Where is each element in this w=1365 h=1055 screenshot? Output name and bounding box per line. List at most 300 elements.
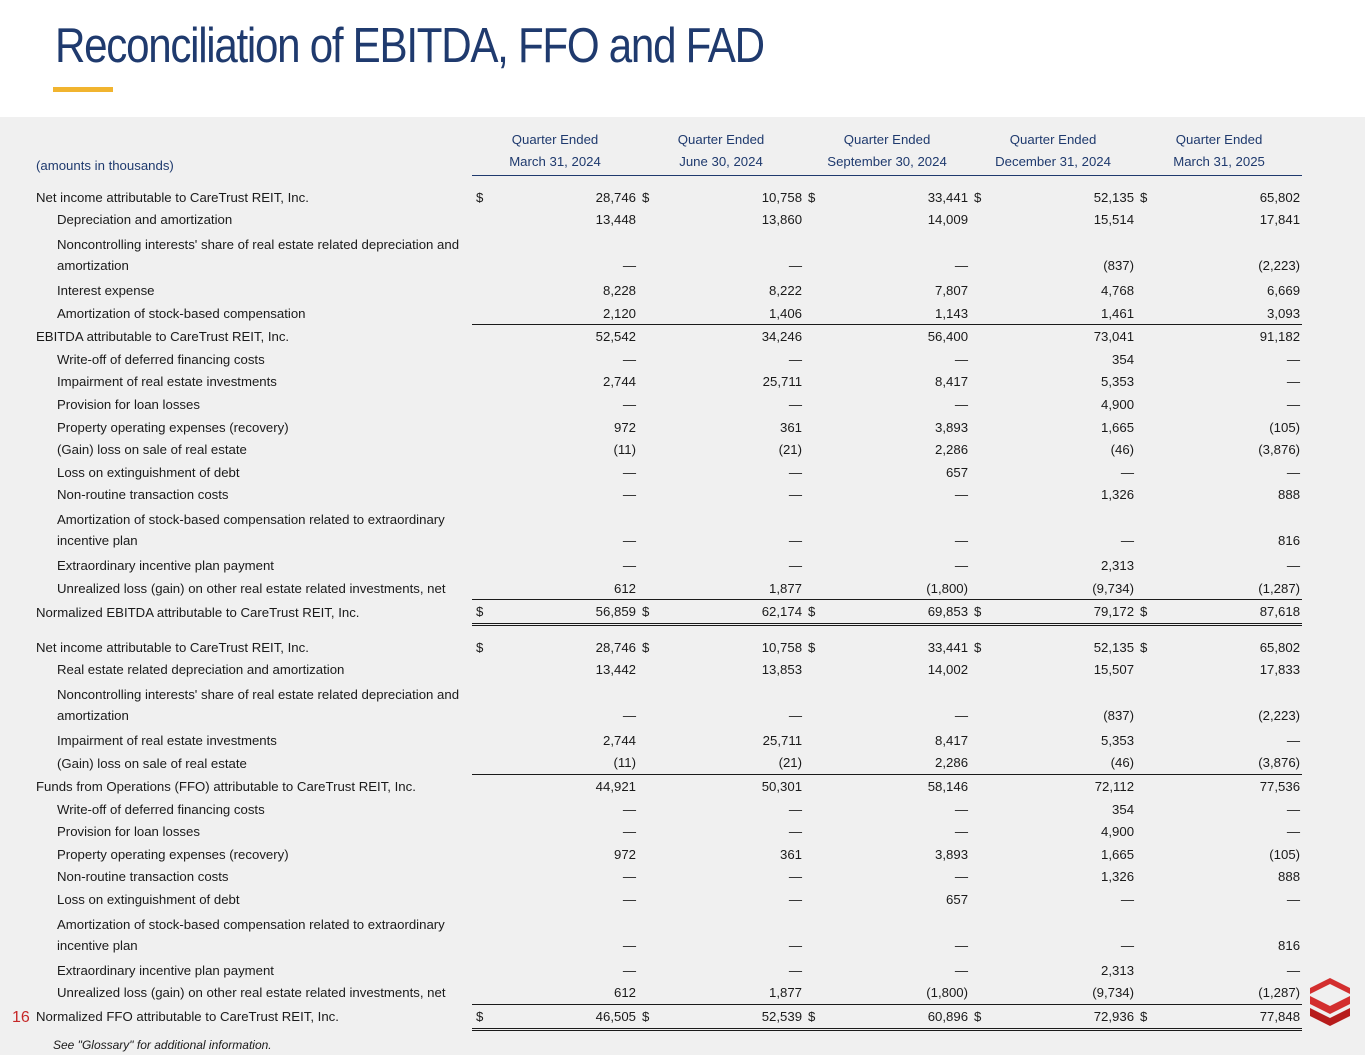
value-cell: 13,448 [595, 212, 637, 228]
value-cell: 56,859 [496, 600, 638, 625]
currency-cell: $ [970, 600, 994, 625]
value-cell: — [1120, 937, 1135, 953]
value-cell: (837) [1103, 708, 1135, 724]
table-row [36, 681, 1302, 729]
row-label: Loss on extinguishment of debt [57, 464, 240, 480]
value-cell: 34,246 [662, 325, 804, 348]
table-header-row [36, 129, 1302, 176]
value-cell: (21) [778, 442, 803, 458]
table-row [36, 438, 1302, 461]
value-cell: — [788, 892, 803, 908]
table-row [36, 888, 1302, 911]
currency-cell: $ [472, 600, 496, 625]
value-cell: (9,734) [1092, 580, 1135, 596]
value-cell: 5,353 [1101, 732, 1135, 748]
currency-cell: $ [476, 639, 484, 655]
value-cell: 13,442 [595, 662, 637, 678]
table-row [36, 775, 1302, 798]
value-cell: 14,009 [927, 212, 969, 228]
table-row [36, 866, 1302, 889]
value-cell: — [1286, 962, 1301, 978]
table-row [36, 209, 1302, 232]
currency-cell [472, 752, 496, 775]
value-cell: — [622, 892, 637, 908]
value-cell: (11) [613, 442, 637, 458]
value-cell: 2,286 [935, 755, 969, 771]
value-cell: — [1286, 557, 1301, 573]
value-cell: 77,848 [1160, 1005, 1302, 1030]
ffo-section [36, 636, 1302, 1029]
currency-cell [638, 209, 662, 232]
currency-cell [804, 438, 828, 461]
currency-cell [804, 279, 828, 302]
value-cell: 1,143 [935, 305, 969, 321]
currency-cell [638, 348, 662, 371]
row-label: Amortization of stock-based compensation related to extraordinary incentive plan [57, 916, 445, 953]
table-row [36, 636, 1302, 659]
currency-cell [804, 348, 828, 371]
value-cell: 52,539 [662, 1005, 804, 1030]
currency-cell [804, 554, 828, 577]
value-cell: 1,877 [769, 985, 803, 1001]
currency-cell [970, 554, 994, 577]
currency-cell [1136, 484, 1160, 507]
currency-cell [970, 484, 994, 507]
value-cell: (105) [1269, 846, 1301, 862]
currency-cell [472, 659, 496, 682]
value-cell: (3,876) [1258, 442, 1301, 458]
value-cell: 56,400 [828, 325, 970, 348]
value-cell: (105) [1269, 419, 1301, 435]
currency-cell [970, 577, 994, 600]
reconciliation-panel [0, 117, 1365, 1055]
currency-cell [970, 843, 994, 866]
value-cell: 91,182 [1160, 325, 1302, 348]
currency-cell [1136, 577, 1160, 600]
value-cell: 52,542 [496, 325, 638, 348]
currency-cell [804, 729, 828, 752]
value-cell: 1,665 [1101, 846, 1135, 862]
value-cell: 1,461 [1101, 305, 1135, 321]
currency-cell: $ [638, 600, 662, 625]
value-cell: 25,711 [762, 732, 803, 748]
value-cell: — [1286, 464, 1301, 480]
footnote: See "Glossary" for additional information. [53, 1038, 272, 1052]
value-cell: 7,807 [935, 282, 969, 298]
value-cell: 972 [614, 846, 637, 862]
currency-cell [1136, 371, 1160, 394]
value-cell: 72,112 [994, 775, 1136, 798]
currency-cell [804, 302, 828, 325]
value-cell: — [788, 937, 803, 953]
value-cell: — [788, 396, 803, 412]
currency-cell [1136, 325, 1160, 348]
value-cell: — [622, 869, 637, 885]
row-label: Non-routine transaction costs [57, 869, 229, 885]
value-cell: 87,618 [1160, 600, 1302, 625]
currency-cell [804, 325, 828, 348]
value-cell: — [622, 962, 637, 978]
currency-cell [1136, 348, 1160, 371]
table-row [36, 554, 1302, 577]
currency-cell [1136, 461, 1160, 484]
value-cell: 4,900 [1101, 824, 1135, 840]
currency-cell [804, 888, 828, 911]
currency-cell [472, 209, 496, 232]
value-cell: 77,536 [1160, 775, 1302, 798]
row-label: Loss on extinguishment of debt [57, 892, 240, 908]
value-cell: — [622, 557, 637, 573]
value-cell: 15,507 [1093, 662, 1135, 678]
value-cell: (1,800) [926, 580, 969, 596]
value-cell: 657 [946, 464, 969, 480]
currency-cell [472, 371, 496, 394]
row-label: Unrealized loss (gain) on other real estate related investments, net [57, 580, 446, 596]
value-cell: (46) [1110, 442, 1135, 458]
value-cell: — [788, 801, 803, 817]
ebitda-section [36, 186, 1302, 624]
currency-cell: $ [970, 1005, 994, 1030]
value-cell: (21) [778, 755, 803, 771]
value-cell: 17,841 [1259, 212, 1301, 228]
value-cell: 4,900 [1101, 396, 1135, 412]
value-cell: 65,802 [1259, 639, 1301, 655]
table-row [36, 302, 1302, 325]
row-label: Amortization of stock-based compensation [57, 305, 306, 321]
row-label: Write-off of deferred financing costs [57, 801, 265, 817]
table-row [36, 1005, 1302, 1030]
value-cell: — [1120, 533, 1135, 549]
caretrust-chevron-logo-icon [1310, 978, 1350, 1026]
value-cell: — [788, 351, 803, 367]
row-label: Non-routine transaction costs [57, 487, 229, 503]
currency-cell [472, 484, 496, 507]
value-cell: 5,353 [1101, 374, 1135, 390]
value-cell: — [788, 557, 803, 573]
currency-cell [638, 371, 662, 394]
currency-cell [638, 231, 662, 279]
currency-cell [970, 209, 994, 232]
currency-cell [472, 866, 496, 889]
currency-cell [638, 681, 662, 729]
currency-cell [638, 981, 662, 1004]
currency-cell [804, 820, 828, 843]
value-cell: — [622, 258, 637, 274]
table-row [36, 729, 1302, 752]
value-cell: 888 [1278, 487, 1301, 503]
currency-cell [1136, 681, 1160, 729]
currency-cell [1136, 209, 1160, 232]
table-row [36, 820, 1302, 843]
currency-cell [472, 231, 496, 279]
value-cell: 10,758 [761, 639, 803, 655]
value-cell: 354 [1112, 351, 1135, 367]
currency-cell: $ [472, 1005, 496, 1030]
table-row [36, 371, 1302, 394]
value-cell: 3,893 [935, 419, 969, 435]
value-cell: 2,120 [603, 305, 637, 321]
currency-cell [638, 911, 662, 959]
currency-cell: $ [808, 189, 816, 205]
table-row [36, 348, 1302, 371]
row-label: Real estate related depreciation and amortization [57, 662, 345, 678]
currency-cell [472, 981, 496, 1004]
currency-cell [472, 729, 496, 752]
value-cell: (11) [613, 755, 637, 771]
value-cell: — [1286, 824, 1301, 840]
currency-cell [1136, 775, 1160, 798]
currency-cell [638, 866, 662, 889]
currency-cell [1136, 888, 1160, 911]
currency-cell [472, 506, 496, 554]
currency-cell [970, 820, 994, 843]
row-label: Provision for loan losses [57, 396, 200, 412]
currency-cell [472, 798, 496, 821]
value-cell: — [954, 708, 969, 724]
value-cell: 657 [946, 892, 969, 908]
currency-cell [472, 911, 496, 959]
currency-cell [638, 325, 662, 348]
value-cell: — [788, 962, 803, 978]
currency-cell [970, 775, 994, 798]
currency-cell [472, 820, 496, 843]
value-cell: 60,896 [828, 1005, 970, 1030]
value-cell: — [622, 708, 637, 724]
value-cell: 58,146 [828, 775, 970, 798]
value-cell: 33,441 [927, 639, 969, 655]
currency-cell [472, 888, 496, 911]
row-label: Extraordinary incentive plan payment [57, 557, 274, 573]
row-label: Amortization of stock-based compensation related to extraordinary incentive plan [57, 512, 445, 549]
currency-cell [804, 911, 828, 959]
currency-cell [1136, 506, 1160, 554]
row-label: Write-off of deferred financing costs [57, 351, 265, 367]
currency-cell [970, 888, 994, 911]
value-cell: 52,135 [1093, 639, 1135, 655]
currency-cell [970, 752, 994, 775]
value-cell: (2,223) [1258, 708, 1301, 724]
value-cell: — [954, 962, 969, 978]
value-cell: 65,802 [1259, 189, 1301, 205]
value-cell: 354 [1112, 801, 1135, 817]
currency-cell [638, 577, 662, 600]
currency-cell [970, 371, 994, 394]
row-label: Extraordinary incentive plan payment [57, 962, 274, 978]
amounts-label: (amounts in thousands) [36, 157, 174, 173]
currency-cell [472, 325, 496, 348]
currency-cell [804, 461, 828, 484]
currency-cell: $ [642, 189, 650, 205]
currency-cell [1136, 393, 1160, 416]
reconciliation-table [36, 129, 1302, 1031]
table-row [36, 461, 1302, 484]
currency-cell [804, 798, 828, 821]
currency-cell [970, 231, 994, 279]
value-cell: — [1286, 374, 1301, 390]
currency-cell [970, 506, 994, 554]
value-cell: — [954, 937, 969, 953]
currency-cell [970, 911, 994, 959]
value-cell: 1,326 [1101, 869, 1135, 885]
value-cell: 72,936 [994, 1005, 1136, 1030]
value-cell: — [1286, 801, 1301, 817]
currency-cell [804, 752, 828, 775]
value-cell: (1,287) [1258, 580, 1301, 596]
value-cell: — [622, 533, 637, 549]
table-row [36, 752, 1302, 775]
value-cell: 4,768 [1101, 282, 1135, 298]
value-cell: (837) [1103, 258, 1135, 274]
table-row [36, 577, 1302, 600]
currency-cell [638, 820, 662, 843]
row-label: (Gain) loss on sale of real estate [57, 442, 247, 458]
currency-cell [804, 577, 828, 600]
table-row [36, 981, 1302, 1004]
page-title: Reconciliation of EBITDA, FFO and FAD [55, 19, 764, 73]
value-cell: 10,758 [761, 189, 803, 205]
currency-cell [472, 775, 496, 798]
currency-cell [638, 438, 662, 461]
page-number: 16 [12, 1009, 30, 1026]
value-cell: 1,326 [1101, 487, 1135, 503]
currency-cell [1136, 416, 1160, 439]
value-cell: 15,514 [1093, 212, 1135, 228]
value-cell: (46) [1110, 755, 1135, 771]
currency-cell [970, 279, 994, 302]
value-cell: 3,893 [935, 846, 969, 862]
currency-cell [472, 302, 496, 325]
value-cell: 612 [614, 985, 637, 1001]
currency-cell [804, 959, 828, 982]
value-cell: 52,135 [1093, 189, 1135, 205]
currency-cell: $ [638, 1005, 662, 1030]
currency-cell [638, 302, 662, 325]
table-row [36, 506, 1302, 554]
value-cell: — [622, 464, 637, 480]
currency-cell [1136, 438, 1160, 461]
section-gap [36, 624, 1302, 636]
currency-cell [970, 461, 994, 484]
table-row [36, 798, 1302, 821]
currency-cell [1136, 231, 1160, 279]
currency-cell [804, 484, 828, 507]
row-label: Net income attributable to CareTrust REIT, Inc. [36, 639, 309, 655]
table-row [36, 186, 1302, 209]
column-header: Quarter Ended December 31, 2024 [970, 129, 1136, 176]
currency-cell [472, 348, 496, 371]
value-cell: — [622, 824, 637, 840]
value-cell: 28,746 [595, 639, 637, 655]
currency-cell [638, 888, 662, 911]
currency-cell [638, 843, 662, 866]
value-cell: 79,172 [994, 600, 1136, 625]
value-cell: 972 [614, 419, 637, 435]
currency-cell [970, 416, 994, 439]
currency-cell: $ [1136, 1005, 1160, 1030]
currency-cell [638, 659, 662, 682]
row-label: Noncontrolling interests' share of real estate related depreciation and amortization [57, 237, 460, 274]
row-label: Impairment of real estate investments [57, 732, 277, 748]
currency-cell [472, 416, 496, 439]
currency-cell: $ [1136, 600, 1160, 625]
row-label: Net income attributable to CareTrust REIT, Inc. [36, 189, 309, 205]
value-cell: (2,223) [1258, 258, 1301, 274]
row-label: Depreciation and amortization [57, 212, 233, 228]
currency-cell [1136, 820, 1160, 843]
currency-cell [638, 775, 662, 798]
currency-cell [970, 438, 994, 461]
row-label: EBITDA attributable to CareTrust REIT, Inc. [36, 328, 290, 344]
value-cell: — [788, 869, 803, 885]
currency-cell [804, 371, 828, 394]
currency-cell [970, 959, 994, 982]
table-row [36, 231, 1302, 279]
currency-cell [970, 729, 994, 752]
currency-cell [1136, 959, 1160, 982]
currency-cell [472, 554, 496, 577]
value-cell: 28,746 [595, 189, 637, 205]
value-cell: 13,860 [761, 212, 803, 228]
value-cell: 62,174 [662, 600, 804, 625]
value-cell: — [1286, 732, 1301, 748]
value-cell: — [954, 258, 969, 274]
value-cell: 1,877 [769, 580, 803, 596]
currency-cell [970, 348, 994, 371]
currency-cell: $ [1140, 189, 1148, 205]
currency-cell [1136, 866, 1160, 889]
row-label: Normalized EBITDA attributable to CareTrust REIT, Inc. [36, 604, 360, 620]
table-row [36, 659, 1302, 682]
table-row [36, 325, 1302, 348]
currency-cell [1136, 302, 1160, 325]
currency-cell [970, 325, 994, 348]
currency-cell [804, 866, 828, 889]
value-cell: — [622, 396, 637, 412]
row-label: Property operating expenses (recovery) [57, 419, 289, 435]
currency-cell [970, 798, 994, 821]
value-cell: 3,093 [1267, 305, 1301, 321]
currency-cell [638, 461, 662, 484]
currency-cell [1136, 659, 1160, 682]
value-cell: 816 [1278, 533, 1301, 549]
value-cell: — [954, 801, 969, 817]
value-cell: — [954, 869, 969, 885]
table-row [36, 843, 1302, 866]
value-cell: — [1286, 396, 1301, 412]
value-cell: 50,301 [662, 775, 804, 798]
currency-cell: $ [642, 639, 650, 655]
value-cell: — [788, 533, 803, 549]
value-cell: 8,228 [603, 282, 637, 298]
value-cell: — [788, 487, 803, 503]
value-cell: 8,417 [935, 732, 969, 748]
currency-cell [472, 681, 496, 729]
currency-cell [804, 843, 828, 866]
row-label: (Gain) loss on sale of real estate [57, 755, 247, 771]
currency-cell: $ [476, 189, 484, 205]
currency-cell [970, 981, 994, 1004]
currency-cell [638, 484, 662, 507]
value-cell: 46,505 [496, 1005, 638, 1030]
currency-cell: $ [808, 639, 816, 655]
value-cell: — [954, 533, 969, 549]
value-cell: — [954, 351, 969, 367]
table-row [36, 959, 1302, 982]
value-cell: 8,222 [769, 282, 803, 298]
currency-cell [638, 279, 662, 302]
currency-cell [638, 506, 662, 554]
currency-cell [472, 461, 496, 484]
